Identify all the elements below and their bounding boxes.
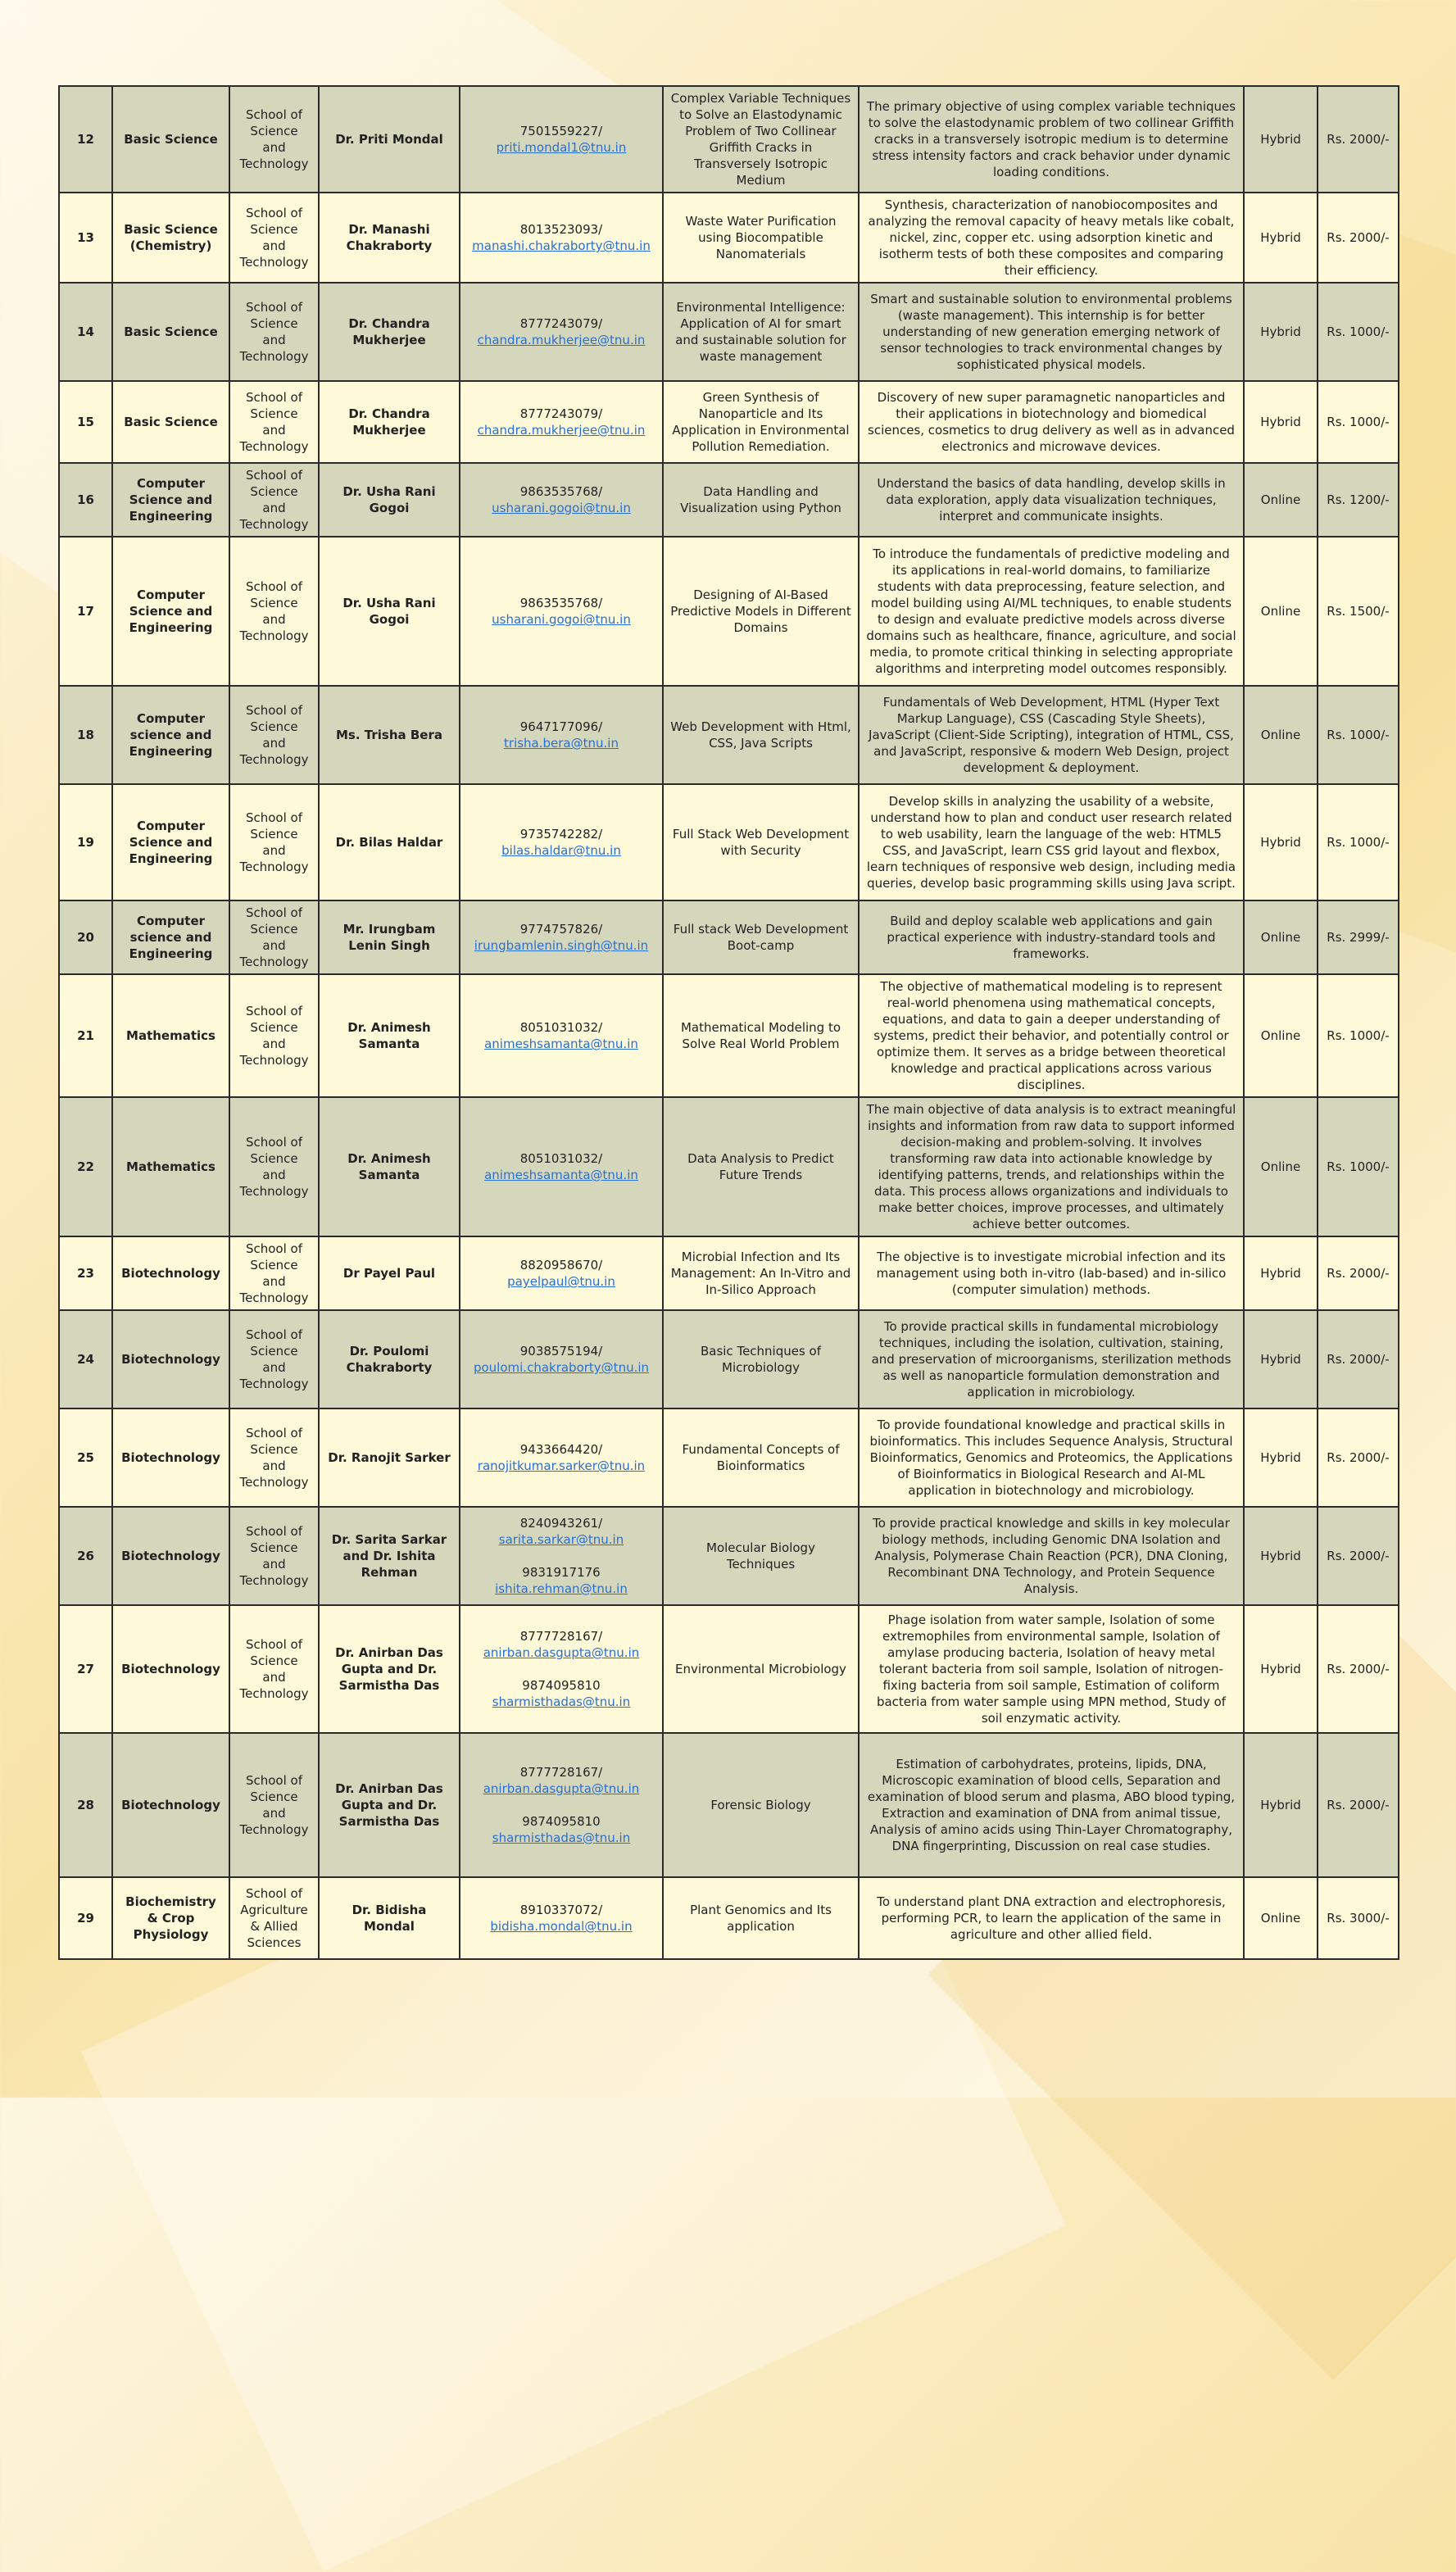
objective-cell: To introduce the fundamentals of predictive modeling and its applications in real-world domains, to familiarize students with data preprocessing, feature selection, and model building using AI/ML techniques, to enable students to design and evaluate predictive models across diverse domains such as healthcare, finance, agriculture, and social media, to promote critical thinking in selecting appropriate algorithms and interpreting model outcomes responsibly.: [859, 537, 1244, 686]
department-cell: Biotechnology: [112, 1408, 229, 1507]
school-cell: School of Agriculture & Allied Sciences: [229, 1877, 319, 1959]
serial-number-cell: 18: [59, 686, 112, 784]
phone-number: 8240943261/: [519, 1516, 603, 1531]
email-link[interactable]: sharmisthadas@tnu.in: [492, 1830, 631, 1845]
contact-cell: [460, 193, 663, 283]
fee-cell: Rs. 1000/-: [1318, 283, 1399, 381]
school-cell: School of Science and Technology: [229, 86, 319, 193]
faculty-cell: Dr. Bilas Haldar: [319, 784, 460, 900]
fee-cell: Rs. 2000/-: [1318, 1408, 1399, 1507]
serial-number-cell: 23: [59, 1236, 112, 1310]
objective-cell: To understand plant DNA extraction and electrophoresis, performing PCR, to learn the application of the same in agriculture and other allied field.: [859, 1877, 1244, 1959]
serial-number-cell: 22: [59, 1097, 112, 1236]
fee-cell: Rs. 1000/-: [1318, 381, 1399, 463]
phone-number: 8910337072/: [519, 1903, 603, 1917]
email-link[interactable]: irungbamlenin.singh@tnu.in: [474, 938, 649, 953]
email-link[interactable]: usharani.gogoi@tnu.in: [492, 501, 631, 515]
phone-number: 9774757826/: [519, 922, 603, 937]
faculty-cell: Dr. Anirban Das Gupta and Dr. Sarmistha Das: [319, 1605, 460, 1733]
school-cell: School of Science and Technology: [229, 1310, 319, 1408]
school-cell: School of Science and Technology: [229, 1408, 319, 1507]
fee-cell: Rs. 1000/-: [1318, 784, 1399, 900]
department-cell: Computer science and Engineering: [112, 686, 229, 784]
course-title-cell: Plant Genomics and Its application: [663, 1877, 859, 1959]
faculty-cell: Dr Payel Paul: [319, 1236, 460, 1310]
mode-cell: Hybrid: [1244, 1310, 1318, 1408]
phone-number: 8013523093/: [519, 222, 603, 237]
table-row: [59, 974, 1399, 1097]
fee-cell: Rs. 1000/-: [1318, 686, 1399, 784]
department-cell: Computer Science and Engineering: [112, 537, 229, 686]
fee-cell: Rs. 1200/-: [1318, 463, 1399, 537]
phone-number: 9735742282/: [519, 827, 603, 841]
faculty-cell: Dr. Poulomi Chakraborty: [319, 1310, 460, 1408]
internship-table: [58, 85, 1399, 1960]
school-cell: School of Science and Technology: [229, 1733, 319, 1877]
fee-cell: Rs. 2000/-: [1318, 86, 1399, 193]
contact-cell: [460, 1877, 663, 1959]
phone-number: 8777728167/: [519, 1629, 603, 1644]
table-row: [59, 1507, 1399, 1605]
fee-cell: Rs. 2000/-: [1318, 193, 1399, 283]
serial-number-cell: 17: [59, 537, 112, 686]
email-link[interactable]: bilas.haldar@tnu.in: [501, 843, 621, 858]
department-cell: Basic Science: [112, 381, 229, 463]
phone-number: 8777243079/: [519, 316, 603, 331]
contact-cell: [460, 537, 663, 686]
course-title-cell: Mathematical Modeling to Solve Real World Problem: [663, 974, 859, 1097]
serial-number-cell: 28: [59, 1733, 112, 1877]
department-cell: Computer Science and Engineering: [112, 463, 229, 537]
objective-cell: The objective of mathematical modeling is to represent real-world phenomena using mathematical concepts, equations, and data to gain a deeper understanding of systems, predict their behavior, and potentially control or optimize them. It serves as a bridge between theoretical knowledge and practical applications across various disciplines.: [859, 974, 1244, 1097]
email-link[interactable]: ishita.rehman@tnu.in: [495, 1581, 628, 1596]
phone-number: 9038575194/: [519, 1344, 603, 1359]
faculty-cell: Dr. Priti Mondal: [319, 86, 460, 193]
table-row: [59, 381, 1399, 463]
department-cell: Biotechnology: [112, 1605, 229, 1733]
department-cell: Basic Science: [112, 283, 229, 381]
objective-cell: To provide foundational knowledge and practical skills in bioinformatics. This includes Sequence Analysis, Structural Bioinformatics, Genomics and Proteomics, the Applications of Bioinformatics in Biological Research and AI-ML application in biotechnology and microbiology.: [859, 1408, 1244, 1507]
contact-cell: [460, 86, 663, 193]
email-link[interactable]: manashi.chakraborty@tnu.in: [472, 238, 651, 253]
serial-number-cell: 13: [59, 193, 112, 283]
phone-number: 9831917176: [522, 1565, 601, 1580]
school-cell: School of Science and Technology: [229, 900, 319, 974]
department-cell: Biotechnology: [112, 1236, 229, 1310]
faculty-cell: Mr. Irungbam Lenin Singh: [319, 900, 460, 974]
course-title-cell: Complex Variable Techniques to Solve an Elastodynamic Problem of Two Collinear Griffith Cracks in Transversely Isotropic Medium: [663, 86, 859, 193]
table-row: [59, 463, 1399, 537]
table-row: [59, 537, 1399, 686]
contact-cell: [460, 463, 663, 537]
school-cell: School of Science and Technology: [229, 1097, 319, 1236]
phone-number: 8777243079/: [519, 406, 603, 421]
objective-cell: Smart and sustainable solution to environmental problems (waste management). This internship is for better understanding of new generation emerging network of sensor technologies to track environmental changes by sophisticated physical models.: [859, 283, 1244, 381]
email-link[interactable]: ranojitkumar.sarker@tnu.in: [477, 1458, 646, 1473]
school-cell: School of Science and Technology: [229, 381, 319, 463]
school-cell: School of Science and Technology: [229, 1507, 319, 1605]
table-row: [59, 900, 1399, 974]
phone-number: 9874095810: [522, 1814, 601, 1829]
phone-number: 9863535768/: [519, 484, 603, 499]
department-cell: Biotechnology: [112, 1733, 229, 1877]
mode-cell: Online: [1244, 974, 1318, 1097]
phone-number: 8051031032/: [519, 1020, 603, 1035]
phone-number: 9433664420/: [519, 1442, 603, 1457]
fee-cell: Rs. 3000/-: [1318, 1877, 1399, 1959]
course-title-cell: Full Stack Web Development with Security: [663, 784, 859, 900]
department-cell: Computer science and Engineering: [112, 900, 229, 974]
faculty-cell: Dr. Animesh Samanta: [319, 1097, 460, 1236]
mode-cell: Hybrid: [1244, 1236, 1318, 1310]
department-cell: Biotechnology: [112, 1310, 229, 1408]
serial-number-cell: 29: [59, 1877, 112, 1959]
email-link[interactable]: anirban.dasgupta@tnu.in: [483, 1781, 640, 1796]
objective-cell: Estimation of carbohydrates, proteins, lipids, DNA, Microscopic examination of blood cells, Separation and examination of blood serum and plasma, ABO blood typing, Extraction and examination of DNA from animal tissue, Analysis of amino acids using Thin-Layer Chromatography, DNA fingerprinting, Discussion on real case studies.: [859, 1733, 1244, 1877]
mode-cell: Hybrid: [1244, 1605, 1318, 1733]
department-cell: Basic Science (Chemistry): [112, 193, 229, 283]
mode-cell: Hybrid: [1244, 1733, 1318, 1877]
serial-number-cell: 24: [59, 1310, 112, 1408]
department-cell: Computer Science and Engineering: [112, 784, 229, 900]
serial-number-cell: 14: [59, 283, 112, 381]
faculty-cell: Dr. Anirban Das Gupta and Dr. Sarmistha Das: [319, 1733, 460, 1877]
school-cell: School of Science and Technology: [229, 537, 319, 686]
faculty-cell: Dr. Manashi Chakraborty: [319, 193, 460, 283]
school-cell: School of Science and Technology: [229, 686, 319, 784]
contact-cell: [460, 900, 663, 974]
table-row: [59, 1236, 1399, 1310]
mode-cell: Online: [1244, 900, 1318, 974]
email-link[interactable]: bidisha.mondal@tnu.in: [490, 1919, 633, 1934]
course-title-cell: Data Handling and Visualization using Python: [663, 463, 859, 537]
course-title-cell: Waste Water Purification using Biocompatible Nanomaterials: [663, 193, 859, 283]
email-link[interactable]: trisha.bera@tnu.in: [504, 736, 619, 751]
objective-cell: Build and deploy scalable web applications and gain practical experience with industry-standard tools and frameworks.: [859, 900, 1244, 974]
school-cell: School of Science and Technology: [229, 463, 319, 537]
fee-cell: Rs. 2000/-: [1318, 1605, 1399, 1733]
objective-cell: Phage isolation from water sample, Isolation of some extremophiles from environmental sample, Isolation of amylase producing bacteria, Isolation of heavy metal tolerant bacteria from soil sample, Isolation of nitrogen-fixing bacteria from soil sample, Estimation of coliform bacteria from water sample using MPN method, Study of soil enzymatic activity.: [859, 1605, 1244, 1733]
course-title-cell: Designing of AI-Based Predictive Models in Different Domains: [663, 537, 859, 686]
school-cell: School of Science and Technology: [229, 193, 319, 283]
email-link[interactable]: priti.mondal1@tnu.in: [496, 140, 627, 155]
objective-cell: Develop skills in analyzing the usability of a website, understand how to plan and conduct user research related to web usability, learn the language of the web: HTML5 CSS, and JavaScript, learn CSS grid layout and flexbox, learn techniques of responsive web design, including media queries, develop basic programming skills using Java script.: [859, 784, 1244, 900]
objective-cell: The primary objective of using complex variable techniques to solve the elastodynamic problem of two collinear Griffith cracks in a transversely isotropic medium is to determine stress intensity factors and crack behavior under dynamic loading conditions.: [859, 86, 1244, 193]
serial-number-cell: 20: [59, 900, 112, 974]
mode-cell: Online: [1244, 537, 1318, 686]
table-row: [59, 784, 1399, 900]
objective-cell: The objective is to investigate microbial infection and its management using both in-vitro (lab-based) and in-silico (computer simulation) methods.: [859, 1236, 1244, 1310]
faculty-cell: Dr. Ranojit Sarker: [319, 1408, 460, 1507]
serial-number-cell: 27: [59, 1605, 112, 1733]
course-title-cell: Environmental Intelligence: Application of AI for smart and sustainable solution for waste management: [663, 283, 859, 381]
department-cell: Mathematics: [112, 974, 229, 1097]
phone-number: 9647177096/: [519, 719, 603, 734]
fee-cell: Rs. 2000/-: [1318, 1733, 1399, 1877]
phone-number: 7501559227/: [519, 124, 603, 138]
fee-cell: Rs. 1500/-: [1318, 537, 1399, 686]
table-row: [59, 86, 1399, 193]
school-cell: School of Science and Technology: [229, 784, 319, 900]
email-link[interactable]: animeshsamanta@tnu.in: [484, 1168, 638, 1182]
objective-cell: Understand the basics of data handling, develop skills in data exploration, apply data visualization techniques, interpret and communicate insights.: [859, 463, 1244, 537]
table-row: [59, 1310, 1399, 1408]
contact-cell: [460, 1408, 663, 1507]
table-row: [59, 1605, 1399, 1733]
serial-number-cell: 25: [59, 1408, 112, 1507]
faculty-cell: Dr. Chandra Mukherjee: [319, 283, 460, 381]
contact-cell: [460, 381, 663, 463]
course-title-cell: Microbial Infection and Its Management: An In-Vitro and In-Silico Approach: [663, 1236, 859, 1310]
email-link[interactable]: anirban.dasgupta@tnu.in: [483, 1645, 640, 1660]
mode-cell: Online: [1244, 1877, 1318, 1959]
serial-number-cell: 19: [59, 784, 112, 900]
department-cell: Mathematics: [112, 1097, 229, 1236]
phone-number: 8820958670/: [519, 1258, 603, 1272]
fee-cell: Rs. 2000/-: [1318, 1236, 1399, 1310]
school-cell: School of Science and Technology: [229, 283, 319, 381]
mode-cell: Hybrid: [1244, 193, 1318, 283]
mode-cell: Hybrid: [1244, 1507, 1318, 1605]
objective-cell: To provide practical skills in fundamental microbiology techniques, including the isolation, cultivation, staining, and preservation of microorganisms, sterilization methods as well as nanoparticle formulation demonstration and application in microbiology.: [859, 1310, 1244, 1408]
department-cell: Biochemistry & Crop Physiology: [112, 1877, 229, 1959]
course-title-cell: Green Synthesis of Nanoparticle and Its Application in Environmental Pollution Remediation.: [663, 381, 859, 463]
email-link[interactable]: sharmisthadas@tnu.in: [492, 1694, 631, 1709]
school-cell: School of Science and Technology: [229, 1236, 319, 1310]
mode-cell: Hybrid: [1244, 784, 1318, 900]
serial-number-cell: 15: [59, 381, 112, 463]
table-row: [59, 686, 1399, 784]
mode-cell: Online: [1244, 1097, 1318, 1236]
email-link[interactable]: payelpaul@tnu.in: [507, 1274, 615, 1289]
email-link[interactable]: chandra.mukherjee@tnu.in: [477, 423, 646, 438]
course-title-cell: Molecular Biology Techniques: [663, 1507, 859, 1605]
department-cell: Basic Science: [112, 86, 229, 193]
table-row: [59, 283, 1399, 381]
table-row: [59, 193, 1399, 283]
course-title-cell: Environmental Microbiology: [663, 1605, 859, 1733]
email-link[interactable]: animeshsamanta@tnu.in: [484, 1037, 638, 1051]
school-cell: School of Science and Technology: [229, 974, 319, 1097]
objective-cell: Discovery of new super paramagnetic nanoparticles and their applications in biotechnology and biomedical sciences, cosmetics to drug delivery as well as in advanced electronics and microwave devices.: [859, 381, 1244, 463]
fee-cell: Rs. 2000/-: [1318, 1507, 1399, 1605]
contact-cell: [460, 1097, 663, 1236]
course-title-cell: Fundamental Concepts of Bioinformatics: [663, 1408, 859, 1507]
fee-cell: Rs. 2999/-: [1318, 900, 1399, 974]
email-link[interactable]: chandra.mukherjee@tnu.in: [477, 333, 646, 347]
table-row: [59, 1877, 1399, 1959]
email-link[interactable]: sarita.sarkar@tnu.in: [498, 1532, 624, 1547]
mode-cell: Hybrid: [1244, 1408, 1318, 1507]
mode-cell: Hybrid: [1244, 283, 1318, 381]
mode-cell: Online: [1244, 463, 1318, 537]
phone-number: 8051031032/: [519, 1151, 603, 1166]
fee-cell: Rs. 1000/-: [1318, 1097, 1399, 1236]
faculty-cell: Dr. Bidisha Mondal: [319, 1877, 460, 1959]
objective-cell: To provide practical knowledge and skills in key molecular biology methods, including Genomic DNA Isolation and Analysis, Polymerase Chain Reaction (PCR), DNA Cloning, Recombinant DNA Technology, and Protein Sequence Analysis.: [859, 1507, 1244, 1605]
faculty-cell: Dr. Usha Rani Gogoi: [319, 463, 460, 537]
school-cell: School of Science and Technology: [229, 1605, 319, 1733]
serial-number-cell: 26: [59, 1507, 112, 1605]
department-cell: Biotechnology: [112, 1507, 229, 1605]
table-row: [59, 1733, 1399, 1877]
course-title-cell: Data Analysis to Predict Future Trends: [663, 1097, 859, 1236]
fee-cell: Rs. 2000/-: [1318, 1310, 1399, 1408]
contact-cell: [460, 1236, 663, 1310]
mode-cell: Online: [1244, 686, 1318, 784]
email-link[interactable]: usharani.gogoi@tnu.in: [492, 612, 631, 627]
objective-cell: Fundamentals of Web Development, HTML (Hyper Text Markup Language), CSS (Cascading Style Sheets), JavaScript (Client-Side Scripting), integration of HTML, CSS, and JavaScript, responsive & modern Web Design, project development & deployment.: [859, 686, 1244, 784]
faculty-cell: Dr. Sarita Sarkar and Dr. Ishita Rehman: [319, 1507, 460, 1605]
email-link[interactable]: poulomi.chakraborty@tnu.in: [473, 1360, 650, 1375]
serial-number-cell: 12: [59, 86, 112, 193]
table-row: [59, 1408, 1399, 1507]
faculty-cell: Dr. Animesh Samanta: [319, 974, 460, 1097]
contact-cell: [460, 283, 663, 381]
contact-cell: [460, 686, 663, 784]
faculty-cell: Dr. Chandra Mukherjee: [319, 381, 460, 463]
contact-cell: [460, 1507, 663, 1605]
contact-cell: [460, 784, 663, 900]
fee-cell: Rs. 1000/-: [1318, 974, 1399, 1097]
objective-cell: Synthesis, characterization of nanobiocomposites and analyzing the removal capacity of heavy metals like cobalt, nickel, zinc, copper etc. using adsorption kinetic and isotherm tests of both these composites and comparing their efficiency.: [859, 193, 1244, 283]
contact-cell: [460, 1310, 663, 1408]
faculty-cell: Ms. Trisha Bera: [319, 686, 460, 784]
course-title-cell: Forensic Biology: [663, 1733, 859, 1877]
mode-cell: Hybrid: [1244, 86, 1318, 193]
faculty-cell: Dr. Usha Rani Gogoi: [319, 537, 460, 686]
serial-number-cell: 16: [59, 463, 112, 537]
contact-cell: [460, 1605, 663, 1733]
phone-number: 9874095810: [522, 1678, 601, 1693]
phone-number: 9863535768/: [519, 596, 603, 610]
phone-number: 8777728167/: [519, 1765, 603, 1780]
course-title-cell: Full stack Web Development Boot-camp: [663, 900, 859, 974]
serial-number-cell: 21: [59, 974, 112, 1097]
course-title-cell: Web Development with Html, CSS, Java Scripts: [663, 686, 859, 784]
table-row: [59, 1097, 1399, 1236]
contact-cell: [460, 1733, 663, 1877]
mode-cell: Hybrid: [1244, 381, 1318, 463]
contact-cell: [460, 974, 663, 1097]
objective-cell: The main objective of data analysis is to extract meaningful insights and information from raw data to support informed decision-making and problem-solving. It involves transforming raw data into actionable knowledge by identifying patterns, trends, and relationships within the data. This process allows organizations and individuals to make better choices, improve processes, and ultimately achieve better outcomes.: [859, 1097, 1244, 1236]
course-title-cell: Basic Techniques of Microbiology: [663, 1310, 859, 1408]
